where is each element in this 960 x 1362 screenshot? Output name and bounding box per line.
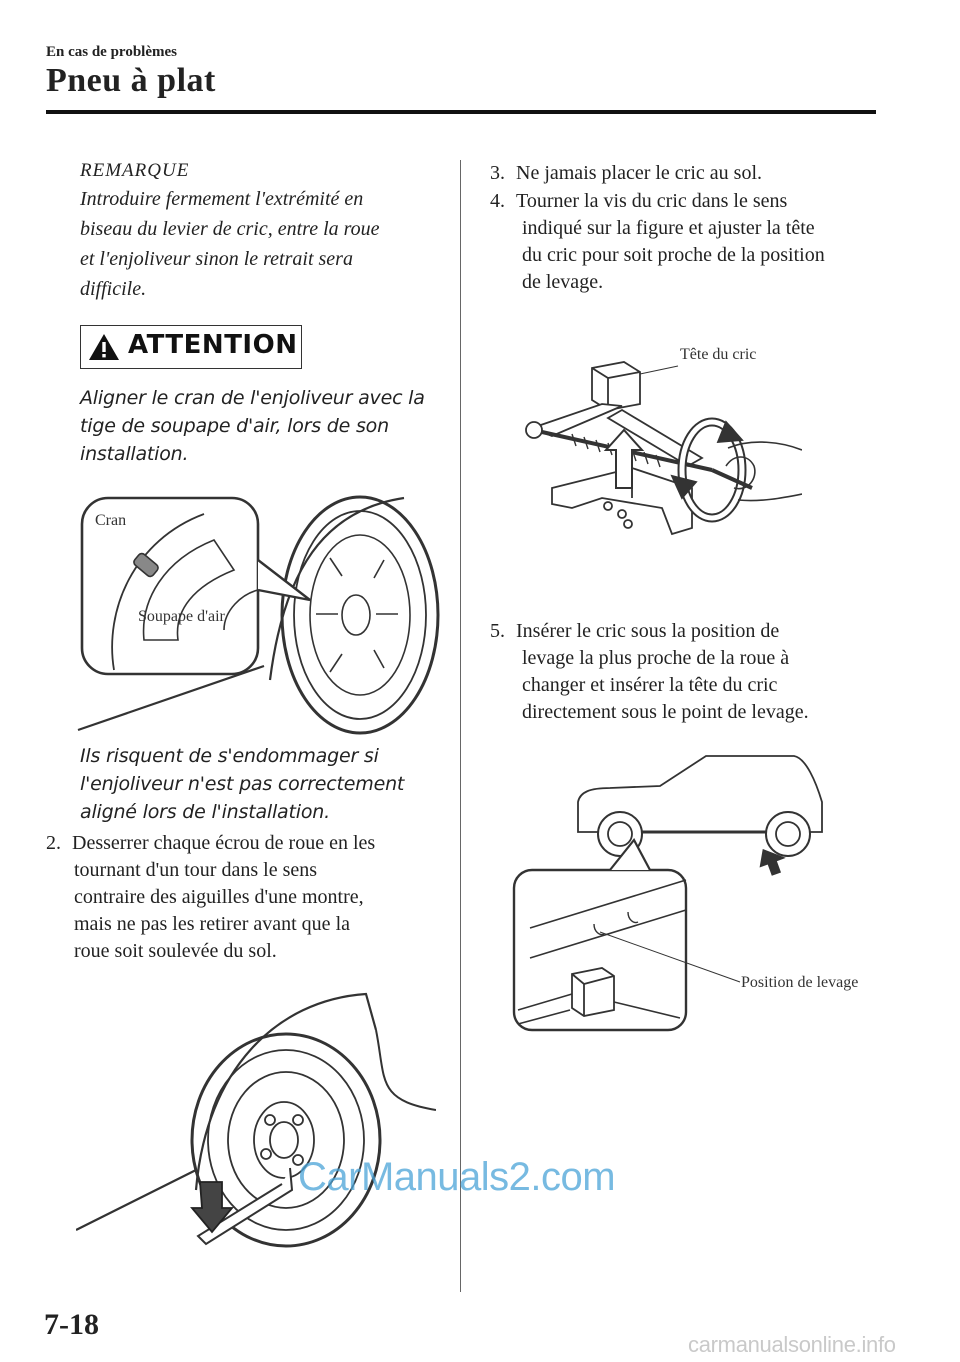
step-3-number: 3. (490, 162, 505, 184)
step-5-line-1: Insérer le cric sous la position de (516, 620, 780, 642)
step-4-line-1: Tourner la vis du cric dans le sens (516, 190, 788, 212)
step-2-number: 2. (46, 832, 61, 854)
figure-wheel-cover (74, 490, 440, 738)
note-line-1: Introduire fermement l'extrémité en (80, 188, 364, 210)
title-rule (46, 110, 876, 114)
step-3-line-1: Ne jamais placer le cric au sol. (516, 162, 762, 184)
attention-line-1: Aligner le cran de l'enjoliveur avec la (80, 387, 425, 409)
step-2-line-2: tournant d'un tour dans le sens (74, 859, 318, 881)
step-2-line-1: Desserrer chaque écrou de roue en les (72, 832, 376, 854)
warning-line-3: aligné lors de l'installation. (80, 801, 330, 823)
step-3 (490, 160, 890, 190)
note-title: REMARQUE (80, 160, 190, 181)
attention-line-2: tige de soupape d'air, lors de son (80, 415, 389, 437)
warning-line-2: l'enjoliveur n'est pas correctement (80, 773, 405, 795)
step-5-line-2: levage la plus proche de la roue à (522, 647, 790, 669)
note-line-3: et l'enjoliveur sinon le retrait sera (80, 248, 353, 270)
note-line-2: biseau du levier de cric, entre la roue (80, 218, 380, 240)
step-5-line-3: changer et insérer la tête du cric (522, 674, 778, 696)
step-4-line-4: de levage. (522, 271, 604, 293)
label-soupape: Soupape d'air (138, 608, 225, 625)
figure-lug-wrench (76, 990, 436, 1258)
step-4-number: 4. (490, 190, 505, 212)
attention-line-3: installation. (80, 443, 189, 465)
step-4 (490, 188, 890, 300)
step-4-line-2: indiqué sur la figure et ajuster la tête (522, 217, 815, 239)
column-divider (460, 160, 461, 1292)
label-cran: Cran (95, 512, 127, 529)
step-5-number: 5. (490, 620, 505, 642)
section-heading: En cas de problèmes (46, 44, 177, 60)
warning-line-1: Ils risquent de s'endommager si (80, 745, 379, 767)
label-tete-du-cric: Tête du cric (680, 346, 757, 363)
warning-triangle-icon (88, 333, 120, 361)
note-line-4: difficile. (80, 278, 147, 300)
label-position-de-levage: Position de levage (741, 974, 859, 991)
attention-label: ATTENTION (128, 330, 298, 360)
step-2-line-5: roue soit soulevée du sol. (74, 940, 277, 962)
step-5-line-4: directement sous le point de levage. (522, 701, 809, 723)
step-2-line-3: contraire des aiguilles d'une montre, (74, 886, 364, 908)
step-2 (46, 830, 456, 970)
step-5 (490, 618, 890, 730)
page-title: Pneu à plat (46, 62, 216, 99)
page-number: 7-18 (44, 1308, 99, 1341)
step-4-line-3: du cric pour soit proche de la position (522, 244, 825, 266)
watermark-carmanualsonline: carmanualsonline.info (688, 1332, 896, 1357)
step-2-line-4: mais ne pas les retirer avant que la (74, 913, 350, 935)
figure-scissor-jack (512, 338, 802, 550)
watermark-carmanuals2: CarManuals2.com (298, 1155, 616, 1199)
